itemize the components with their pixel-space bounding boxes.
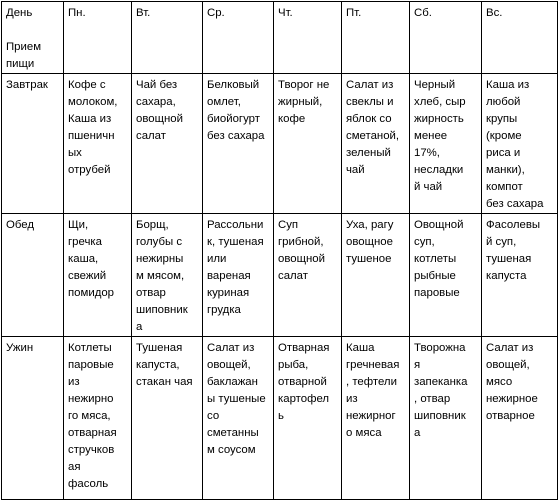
menu-cell-text: Щи, гречка каша, свежий помидор — [68, 219, 115, 299]
menu-cell-text: Творожна я запеканка , отвар шиповник а — [414, 342, 468, 439]
menu-cell-text: Отварная рыба, отварной картофел ь — [278, 342, 330, 422]
menu-cell — [64, 337, 132, 500]
menu-cell — [482, 337, 558, 500]
meal-plan-table — [1, 1, 558, 500]
menu-cell — [203, 337, 274, 500]
menu-cell-text: Рассольни к, тушеная или вареная куриная грудка — [207, 219, 264, 316]
day-header-wed: Ср. — [203, 2, 274, 74]
meal-label-dinner: Ужин — [2, 337, 64, 500]
menu-cell — [274, 214, 342, 337]
menu-cell — [64, 74, 132, 214]
menu-cell — [132, 337, 203, 500]
menu-cell-text: Черный хлеб, сыр жирность менее 17%, несладки й чай — [414, 79, 466, 193]
day-header-thu: Чт. — [274, 2, 342, 74]
menu-cell-text: Котлеты паровые из нежирно го мяса, отварная стручков ая фасоль — [68, 342, 117, 490]
menu-cell — [482, 74, 558, 214]
menu-cell — [410, 337, 482, 500]
menu-cell-text: Творог не жирный, кофе — [278, 79, 330, 125]
day-header-sun: Вс. — [482, 2, 558, 74]
menu-cell — [410, 214, 482, 337]
menu-cell-text: Фасолевы й суп, тушеная капуста — [486, 219, 541, 282]
menu-cell — [342, 214, 410, 337]
menu-cell — [342, 74, 410, 214]
day-header-fri: Пт. — [342, 2, 410, 74]
corner-header-cell — [2, 2, 64, 74]
menu-cell — [274, 337, 342, 500]
header-day-label: День — [6, 7, 33, 19]
menu-cell-text: Каша гречневая , тефтели из нежирног о мяса — [346, 342, 400, 439]
menu-cell-text: Борщ, голубы с нежирны м мясом, отвар шиповник а — [136, 219, 188, 333]
menu-cell — [410, 74, 482, 214]
day-header-sat: Сб. — [410, 2, 482, 74]
menu-cell — [132, 214, 203, 337]
menu-cell-text: Салат из овощей, баклажан ы тушеные со сметанны м соусом — [207, 342, 266, 456]
menu-cell-text: Кофе с молоком, Каша из пшеничн ых отрубей — [68, 79, 118, 176]
menu-cell-text: Тушеная капуста, стакан чая — [136, 342, 193, 388]
day-header-mon: Пн. — [64, 2, 132, 74]
menu-cell — [274, 74, 342, 214]
menu-cell-text: Уха, рагу овощное тушеное — [346, 219, 394, 265]
menu-cell — [482, 214, 558, 337]
menu-cell — [203, 74, 274, 214]
meal-label-breakfast: Завтрак — [2, 74, 64, 214]
table-row-breakfast — [2, 74, 558, 214]
menu-cell-text: Каша из любой крупы (кроме риса и манки), компот без сахара — [486, 79, 544, 210]
day-header-tue: Вт. — [132, 2, 203, 74]
meal-label-lunch: Обед — [2, 214, 64, 337]
table-row-dinner — [2, 337, 558, 500]
menu-cell-text: Чай без сахара, овощной салат — [136, 79, 183, 142]
menu-cell-text: Белковый омлет, биойогурт без сахара — [207, 79, 265, 142]
menu-cell-text: Салат из свеклы и яблок со сметаной, зеленый чай — [346, 79, 400, 176]
menu-cell-text: Салат из овощей, мясо нежирное отварное — [486, 342, 538, 422]
header-row — [2, 2, 558, 74]
menu-cell — [203, 214, 274, 337]
menu-cell-text: Овощной суп, котлеты рыбные паровые — [414, 219, 464, 299]
header-meal-label: Прием пищи — [6, 41, 42, 70]
menu-cell — [342, 337, 410, 500]
table-row-lunch — [2, 214, 558, 337]
menu-cell — [132, 74, 203, 214]
menu-cell — [64, 214, 132, 337]
menu-cell-text: Суп грибной, овощной салат — [278, 219, 325, 282]
